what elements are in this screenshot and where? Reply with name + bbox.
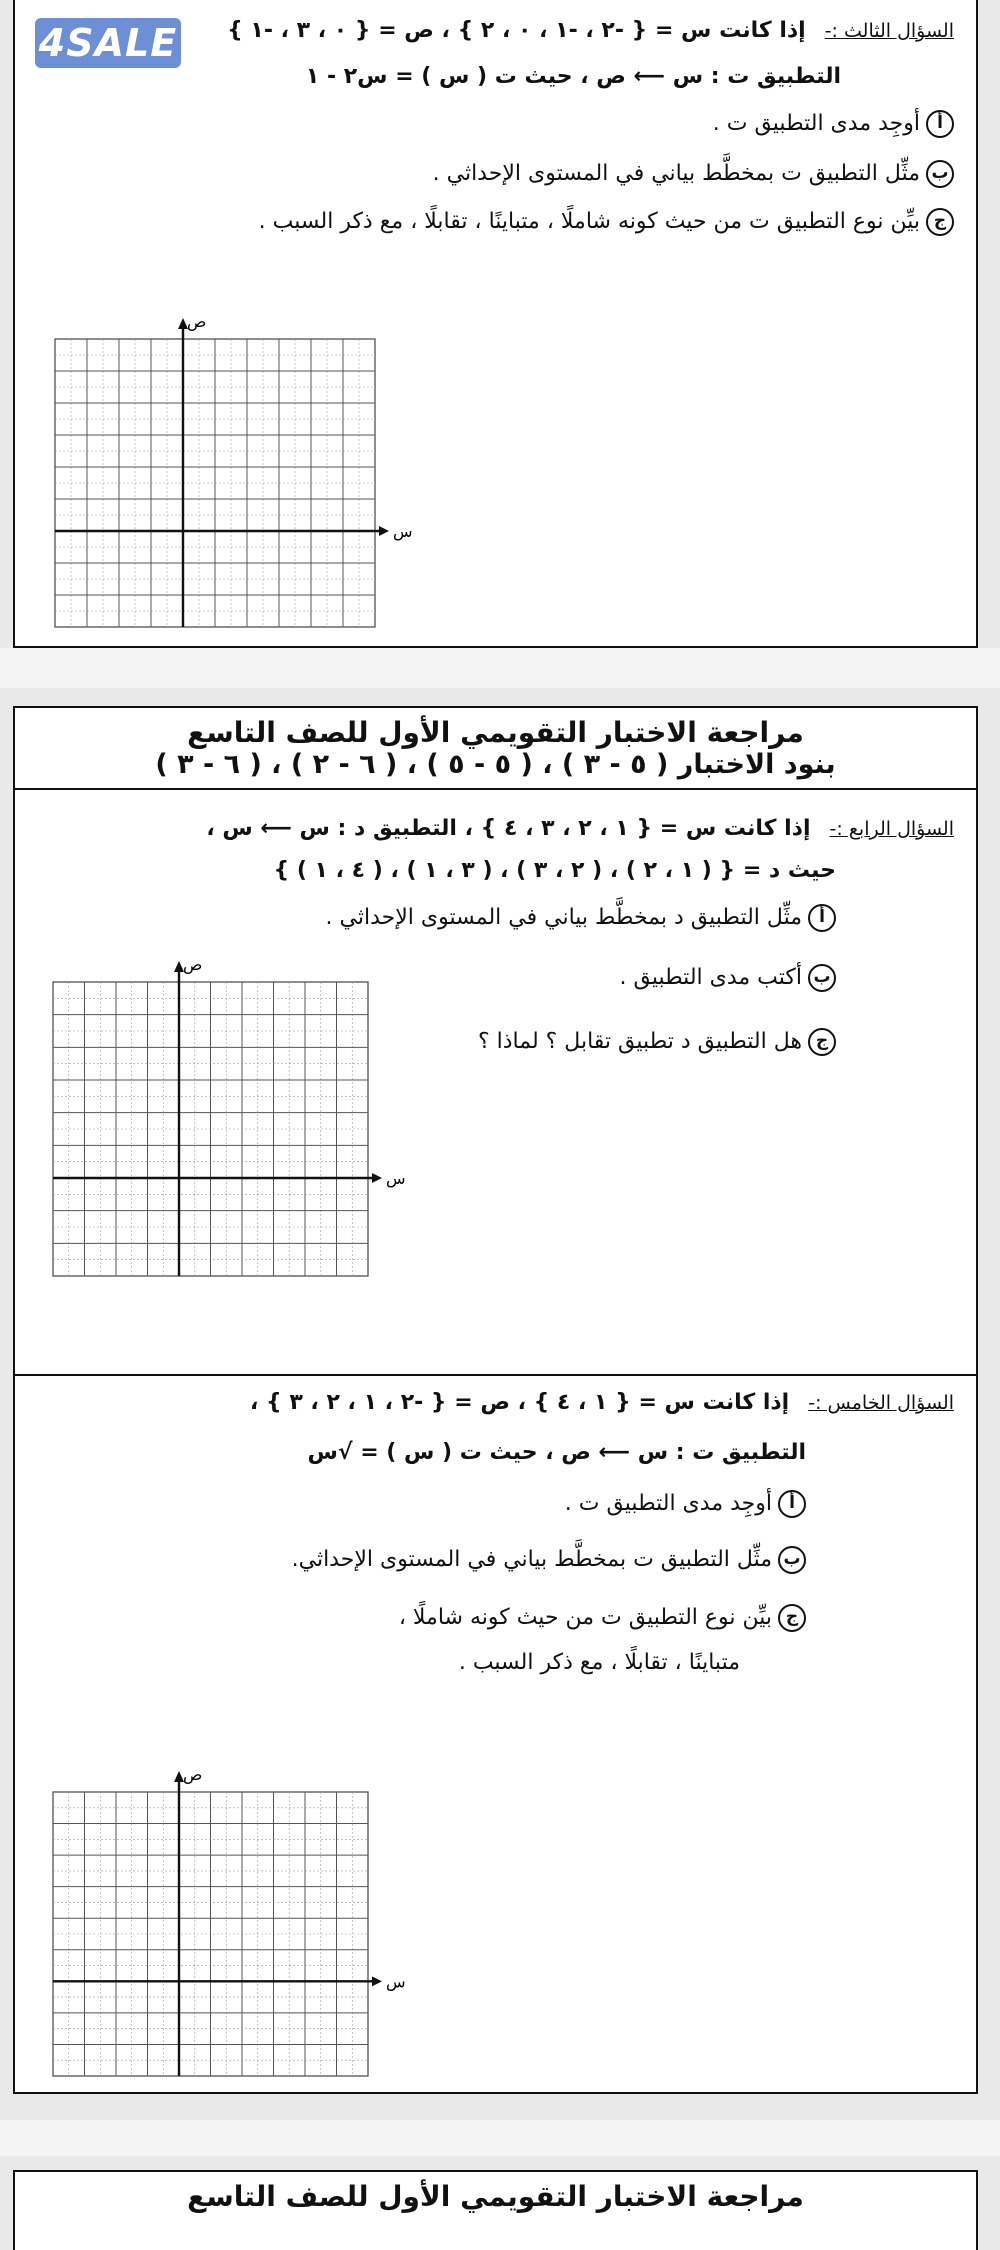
x-axis-arrow — [379, 526, 389, 536]
q5-coordinate-grid — [33, 1768, 408, 2084]
q3-badge-b: ب — [926, 160, 954, 188]
q4-badge-c: ج — [808, 1028, 836, 1056]
q5-given-sets: إذا كانت س = { ١ ، ٤ } ، ص = { -٢ ، ١ ، ٢ ، ٣ } ، — [249, 1390, 790, 1415]
q5-item-b — [292, 1546, 806, 1574]
q4-coordinate-grid — [33, 958, 408, 1284]
x-axis-label: س — [393, 522, 413, 541]
q3-coordinate-grid — [35, 315, 415, 635]
q3-item-a — [713, 110, 954, 138]
q5-item-a-text: أوجِد مدى التطبيق ت . — [564, 1491, 772, 1516]
x-axis-arrow — [372, 1173, 382, 1183]
q4-label: السؤال الرابع :- — [829, 818, 954, 840]
q5-badge-a: أ — [778, 1490, 806, 1518]
q3-given-sets: إذا كانت س = { -٢ ، -١ ، ٠ ، ٢ } ، ص = { ٠ ، ٣ ، -١ } — [227, 18, 806, 43]
q5-item-c-text-cont: متباينًا ، تقابلًا ، مع ذكر السبب . — [458, 1650, 740, 1675]
x-axis-label: س — [386, 1169, 406, 1188]
q4-line1 — [206, 816, 954, 841]
q5-item-a — [565, 1490, 806, 1518]
q5-line1 — [250, 1390, 954, 1415]
page-2-subtitle: بنود الاختبار ( ٥ - ٣ ) ، ( ٥ - ٥ ) ، ( ٦ - ٢ ) ، ( ٦ - ٣ ) — [155, 749, 836, 780]
y-axis-label: ص — [187, 315, 207, 331]
watermark-logo: 4SALE — [35, 18, 181, 68]
q4-item-a — [326, 904, 836, 932]
q3-item-c-text: بيِّن نوع التطبيق ت من حيث كونه شاملًا ، متباينًا ، تقابلًا ، مع ذكر السبب . — [258, 209, 920, 234]
q5-item-c-text: بيِّن نوع التطبيق ت من حيث كونه شاملًا ، — [398, 1605, 772, 1630]
page-2-title: مراجعة الاختبار التقويمي الأول للصف التاسع — [187, 716, 804, 749]
page-2-header — [15, 708, 976, 790]
q5-label: السؤال الخامس :- — [808, 1392, 954, 1414]
y-axis-label: ص — [183, 958, 203, 974]
worksheet-page-3 — [13, 2170, 978, 2250]
q4-badge-a: أ — [808, 904, 836, 932]
q4-item-c-text: هل التطبيق د تطبيق تقابل ؟ لماذا ؟ — [477, 1029, 802, 1054]
q5-badge-c: ج — [778, 1604, 806, 1632]
q3-item-b — [433, 160, 954, 188]
q3-badge-a: أ — [926, 110, 954, 138]
q3-badge-c: ج — [926, 208, 954, 236]
q4-q5-separator — [15, 1374, 976, 1376]
q3-mapping-rule: التطبيق ت : س ⟵ ص ، حيث ت ( س ) = س٢ - ١ — [305, 64, 841, 89]
q4-badge-b: ب — [808, 964, 836, 992]
page-3-title: مراجعة الاختبار التقويمي الأول للصف التاسع — [187, 2180, 804, 2213]
q4-item-c — [478, 1028, 836, 1056]
q3-label: السؤال الثالث :- — [824, 20, 954, 42]
y-axis-label: ص — [183, 1768, 203, 1784]
q3-item-c — [259, 208, 954, 236]
q5-badge-b: ب — [778, 1546, 806, 1574]
q4-item-b — [620, 964, 836, 992]
worksheet-page-2 — [13, 706, 978, 2094]
worksheet-page-1 — [13, 0, 978, 648]
q4-item-a-text: مثِّل التطبيق د بمخطَّط بياني في المستوى الإحداثي . — [325, 905, 802, 930]
page-3-header — [15, 2172, 976, 2213]
q5-mapping-rule: التطبيق ت : س ⟵ ص ، حيث ت ( س ) = √س — [307, 1440, 806, 1465]
q3-item-b-text: مثِّل التطبيق ت بمخطَّط بياني في المستوى الإحداثي . — [432, 161, 920, 186]
q4-mapping-set: حيث د = { ( ١ ، ٢ ) ، ( ٢ ، ٣ ) ، ( ٣ ، ١ ) ، ( ٤ ، ١ ) } — [273, 858, 836, 883]
q3-item-a-text: أوجِد مدى التطبيق ت . — [712, 111, 920, 136]
q5-item-b-text: مثِّل التطبيق ت بمخطَّط بياني في المستوى الإحداثي. — [291, 1547, 772, 1572]
x-axis-label: س — [386, 1972, 406, 1992]
q3-line1 — [227, 18, 954, 43]
q5-item-c — [399, 1604, 806, 1632]
q4-item-b-text: أكتب مدى التطبيق . — [619, 965, 802, 990]
x-axis-arrow — [372, 1976, 382, 1986]
q4-given-set: إذا كانت س = { ١ ، ٢ ، ٣ ، ٤ } ، التطبيق د : س ⟵ س ، — [206, 816, 811, 841]
